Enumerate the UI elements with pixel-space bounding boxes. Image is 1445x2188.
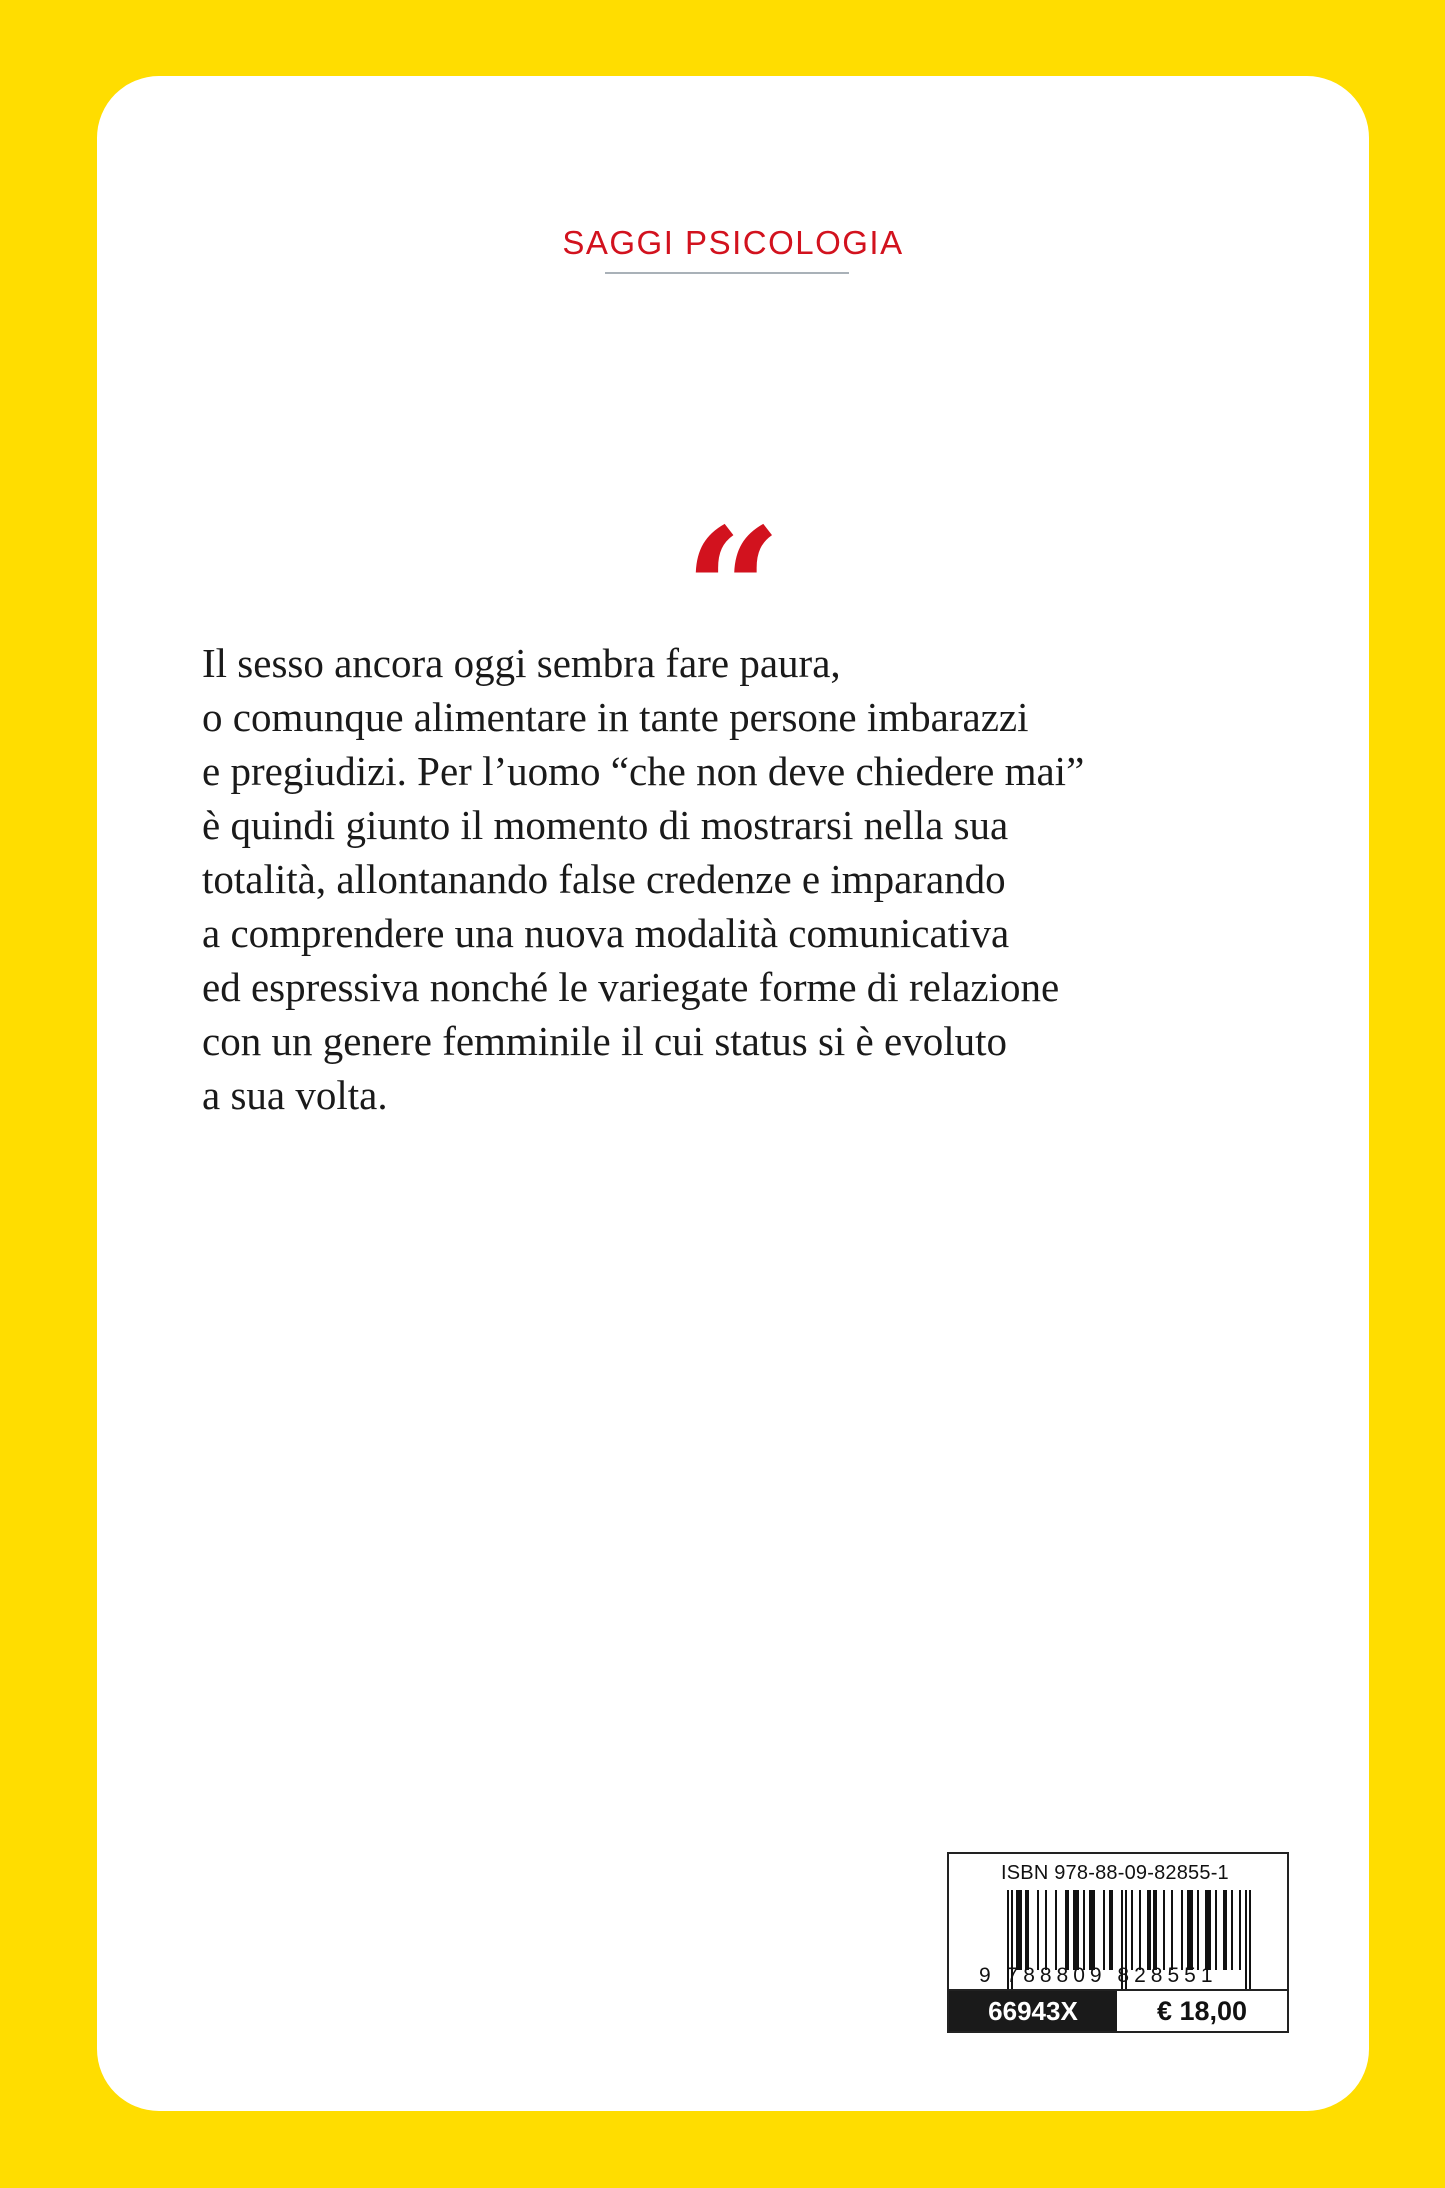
blurb-line: Il sesso ancora oggi sembra fare paura, — [202, 640, 841, 686]
product-code: 66943X — [949, 1991, 1117, 2031]
blurb-line: è quindi giunto il momento di mostrarsi nella sua — [202, 802, 1009, 848]
back-cover-card — [97, 76, 1369, 2111]
barcode-label — [947, 1852, 1289, 2033]
blurb-line: e pregiudizi. Per l’uomo “che non deve chiedere mai” — [202, 748, 1085, 794]
quote-mark-icon: “ — [684, 491, 782, 691]
blurb-line: a comprendere una nuova modalità comunicativa — [202, 910, 1010, 956]
blurb-line: ed espressiva nonché le variegate forme di relazione — [202, 964, 1060, 1010]
price-label: € 18,00 — [1117, 1991, 1287, 2031]
series-divider — [605, 272, 849, 274]
blurb-line: con un genere femminile il cui status si è evoluto — [202, 1018, 1007, 1064]
blurb-line: o comunque alimentare in tante persone imbarazzi — [202, 694, 1029, 740]
series-label: SAGGI PSICOLOGIA — [562, 224, 904, 261]
price-row — [949, 1989, 1287, 2031]
blurb-line: a sua volta. — [202, 1072, 388, 1118]
blurb-text — [202, 636, 1262, 1122]
isbn-text: ISBN 978-88-09-82855-1 — [1001, 1862, 1229, 1884]
barcode-digits: 9 788809 828551 — [979, 1964, 1218, 1987]
blurb-line: totalità, allontanando false credenze e imparando — [202, 856, 1006, 902]
